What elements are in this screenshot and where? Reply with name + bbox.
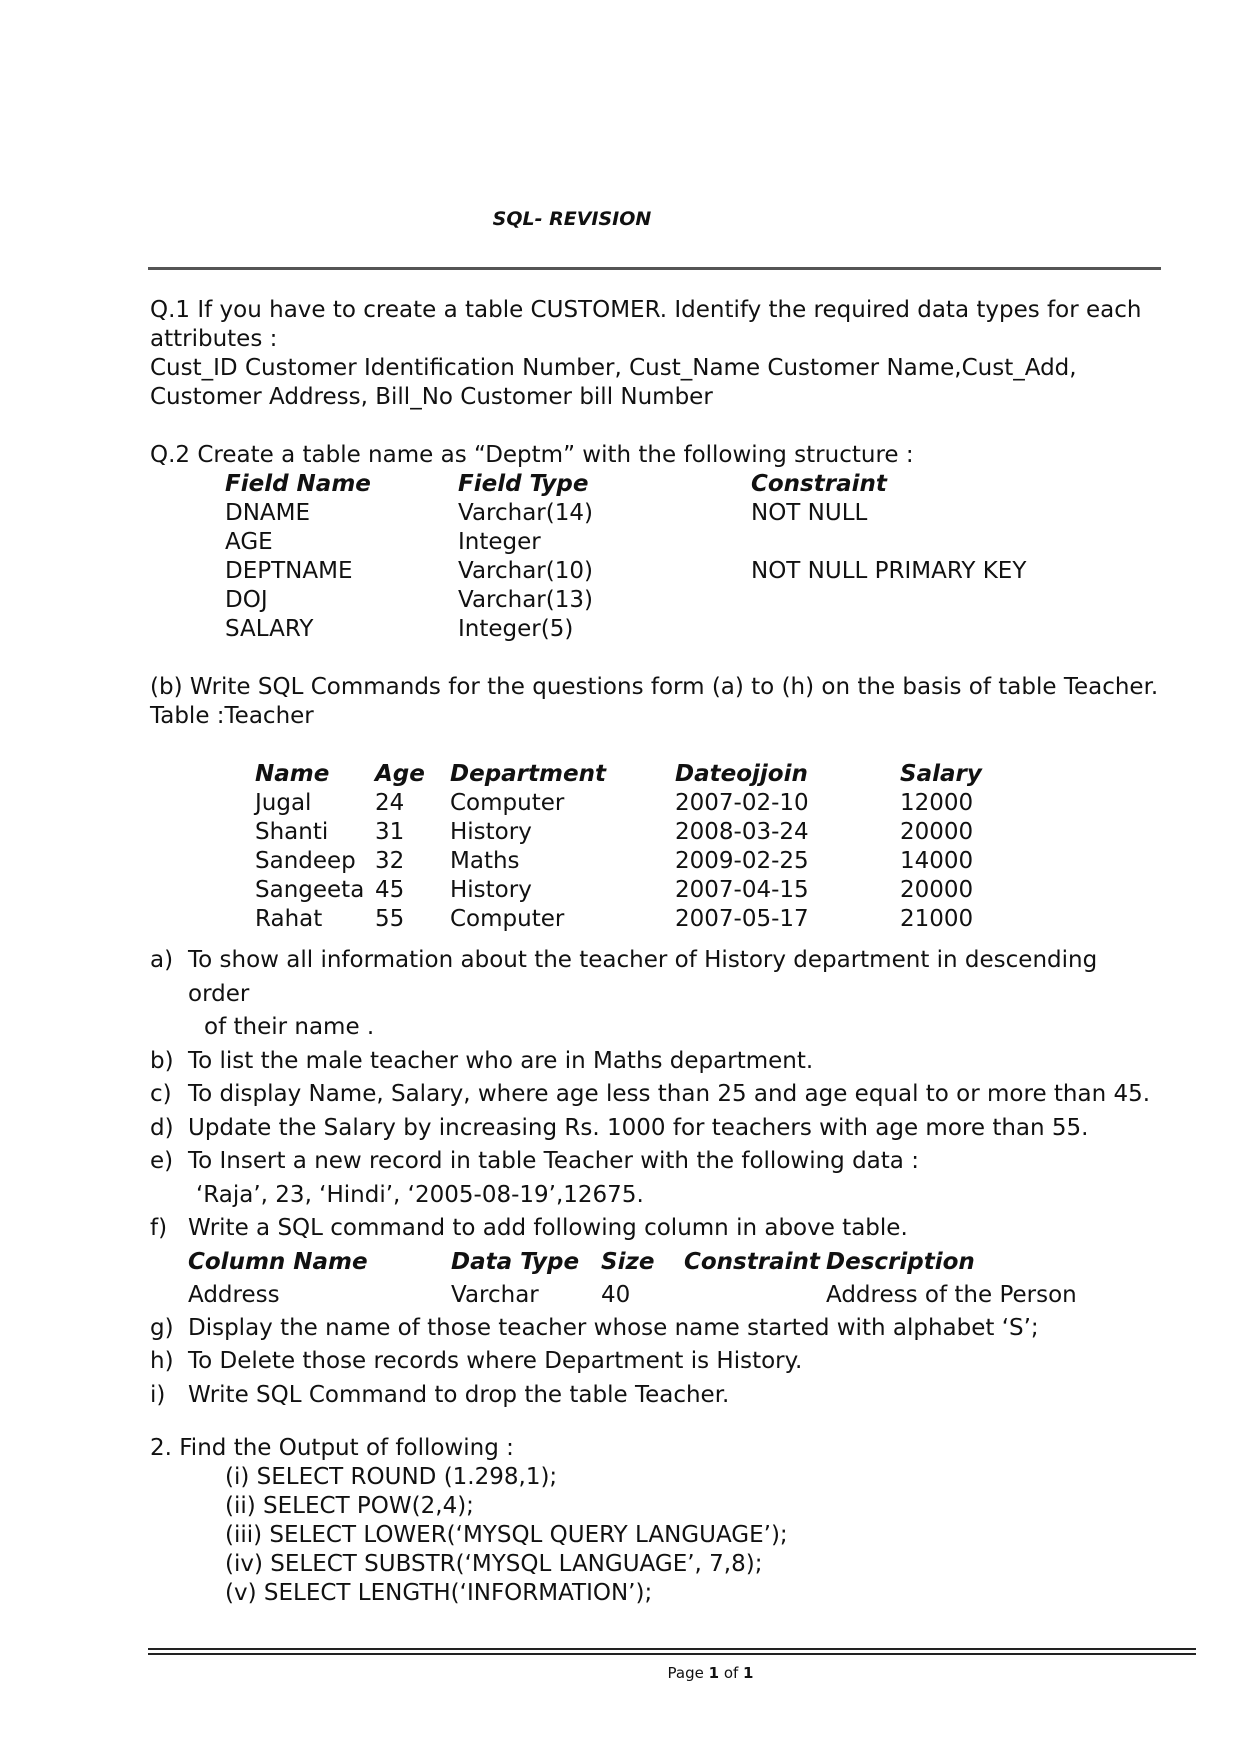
teacher-header-cell: Salary bbox=[900, 761, 982, 787]
teacher-cell: 12000 bbox=[900, 790, 974, 816]
list-item: (iii) SELECT LOWER(‘MYSQL QUERY LANGUAGE’); bbox=[225, 1522, 788, 1548]
table-row bbox=[255, 818, 1160, 847]
deptm-row bbox=[225, 557, 1160, 586]
question-text: To show all information about the teacher of History department in descending order bbox=[188, 947, 1098, 1007]
page-of: of bbox=[719, 1664, 744, 1682]
deptm-cell: Varchar(13) bbox=[458, 587, 593, 613]
table-row bbox=[255, 905, 1160, 934]
deptm-cell bbox=[751, 528, 1031, 557]
deptm-row bbox=[225, 528, 1160, 557]
teacher-header-cell: Name bbox=[255, 761, 330, 787]
question-text: Write SQL Command to drop the table Teacher. bbox=[188, 1381, 730, 1408]
teacher-cell: 55 bbox=[375, 906, 405, 932]
deptm-cell: NOT NULL PRIMARY KEY bbox=[751, 558, 1027, 584]
teacher-cell: 20000 bbox=[900, 877, 974, 903]
column-spec-header-row bbox=[150, 1246, 1160, 1279]
current-page: 1 bbox=[708, 1664, 720, 1682]
deptm-header-cell: Field Type bbox=[458, 471, 589, 497]
teacher-header-row bbox=[255, 760, 1160, 789]
page-number bbox=[0, 1664, 1241, 1682]
qb-line-1: (b) Write SQL Commands for the questions form (a) to (h) on the basis of table Teacher. bbox=[150, 674, 1159, 700]
question-label: h) bbox=[150, 1348, 174, 1374]
teacher-cell: Sangeeta bbox=[255, 877, 365, 903]
column-spec-row bbox=[150, 1279, 1160, 1312]
teacher-cell: Sandeep bbox=[255, 848, 356, 874]
deptm-cell: Varchar(14) bbox=[458, 500, 593, 526]
question-label: d) bbox=[150, 1114, 174, 1141]
deptm-cell bbox=[751, 615, 1031, 644]
q1-line-3: Cust_ID Customer Identification Number, Cust_Name Customer Name,Cust_Add, bbox=[150, 355, 1077, 381]
teacher-cell: 2007-02-10 bbox=[675, 790, 809, 816]
table-row bbox=[255, 847, 1160, 876]
column-spec-header-cell: Data Type bbox=[451, 1248, 580, 1275]
list-item: (ii) SELECT POW(2,4); bbox=[225, 1493, 474, 1519]
list-item bbox=[150, 1345, 1160, 1379]
deptm-cell: DOJ bbox=[225, 587, 268, 613]
question-text: To list the male teacher who are in Maths department. bbox=[188, 1047, 814, 1074]
deptm-cell: AGE bbox=[225, 529, 273, 555]
q2-intro: Q.2 Create a table name as “Deptm” with the following structure : bbox=[150, 442, 914, 468]
column-spec-cell: Address of the Person bbox=[826, 1281, 1077, 1308]
teacher-cell: Jugal bbox=[255, 790, 312, 816]
question-list bbox=[150, 944, 1160, 1412]
deptm-structure-table bbox=[150, 470, 1160, 644]
teacher-table bbox=[150, 760, 1160, 934]
footer-rule bbox=[148, 1648, 1196, 1650]
deptm-cell: Varchar(10) bbox=[458, 558, 593, 584]
teacher-cell: 32 bbox=[375, 848, 405, 874]
question-label: f) bbox=[150, 1215, 168, 1241]
column-spec-cell bbox=[684, 1279, 826, 1312]
question-label: i) bbox=[150, 1381, 166, 1408]
page-prefix: Page bbox=[667, 1664, 709, 1682]
question-text: Write a SQL command to add following column in above table. bbox=[188, 1215, 908, 1241]
total-pages: 1 bbox=[743, 1664, 754, 1682]
list-item bbox=[150, 1078, 1160, 1112]
teacher-header-cell: Age bbox=[375, 761, 425, 787]
teacher-cell: 2007-04-15 bbox=[675, 877, 809, 903]
deptm-row bbox=[225, 615, 1160, 644]
question-label: g) bbox=[150, 1314, 174, 1341]
question-text: Update the Salary by increasing Rs. 1000 for teachers with age more than 55. bbox=[188, 1114, 1089, 1141]
column-spec-cell: Address bbox=[188, 1281, 280, 1308]
teacher-cell: 21000 bbox=[900, 906, 974, 932]
q1-line-1: Q.1 If you have to create a table CUSTOMER. Identify the required data types for each bbox=[150, 297, 1142, 323]
list-item: (i) SELECT ROUND (1.298,1); bbox=[225, 1464, 558, 1490]
column-spec-cell: 40 bbox=[601, 1281, 631, 1308]
question-label: c) bbox=[150, 1081, 172, 1107]
teacher-cell: 45 bbox=[375, 877, 405, 903]
question-label: e) bbox=[150, 1148, 174, 1174]
list-item bbox=[150, 1112, 1160, 1146]
deptm-header-row bbox=[225, 470, 1160, 499]
list-item bbox=[150, 944, 1160, 1011]
list-item: (iv) SELECT SUBSTR(‘MYSQL LANGUAGE’, 7,8); bbox=[225, 1551, 763, 1577]
document-title: SQL- REVISION bbox=[492, 208, 652, 230]
table-row bbox=[255, 876, 1160, 905]
column-spec-header-cell: Size bbox=[601, 1248, 655, 1275]
list-item bbox=[150, 1379, 1160, 1413]
list-item bbox=[150, 1312, 1160, 1346]
question-text: To display Name, Salary, where age less than 25 and age equal to or more than 45. bbox=[188, 1081, 1151, 1107]
list-item bbox=[150, 1212, 1160, 1246]
column-spec-header-cell: Constraint bbox=[684, 1248, 820, 1275]
teacher-cell: 24 bbox=[375, 790, 405, 816]
column-spec-header-cell: Column Name bbox=[188, 1248, 368, 1275]
qb-line-2: Table :Teacher bbox=[150, 703, 314, 729]
question-text: To Insert a new record in table Teacher with the following data : bbox=[188, 1148, 919, 1174]
list-item bbox=[150, 1045, 1160, 1079]
deptm-cell: Integer(5) bbox=[458, 616, 574, 642]
teacher-cell: History bbox=[450, 819, 532, 845]
teacher-cell: 14000 bbox=[900, 848, 974, 874]
column-spec-cell: Varchar bbox=[451, 1281, 539, 1308]
question-continuation: of their name . bbox=[204, 1014, 375, 1040]
teacher-header-cell: Department bbox=[450, 761, 606, 787]
teacher-cell: Shanti bbox=[255, 819, 329, 845]
teacher-cell: Computer bbox=[450, 790, 565, 816]
deptm-row bbox=[225, 586, 1160, 615]
teacher-cell: Maths bbox=[450, 848, 520, 874]
deptm-cell: DNAME bbox=[225, 500, 311, 526]
list-item: (v) SELECT LENGTH(‘INFORMATION’); bbox=[225, 1580, 653, 1606]
deptm-cell: NOT NULL bbox=[751, 500, 868, 526]
q3-intro: 2. Find the Output of following : bbox=[150, 1435, 514, 1461]
question-continuation: ‘Raja’, 23, ‘Hindi’, ‘2005-08-19’,12675. bbox=[196, 1181, 644, 1208]
deptm-cell: SALARY bbox=[225, 616, 314, 642]
deptm-cell: DEPTNAME bbox=[225, 558, 353, 584]
teacher-cell: Rahat bbox=[255, 906, 323, 932]
teacher-cell: 31 bbox=[375, 819, 405, 845]
teacher-cell: 2007-05-17 bbox=[675, 906, 809, 932]
teacher-header-cell: Dateojjoin bbox=[675, 761, 808, 787]
deptm-cell bbox=[751, 586, 1031, 615]
question-label: b) bbox=[150, 1047, 174, 1074]
header-rule bbox=[148, 267, 1161, 270]
teacher-cell: 2009-02-25 bbox=[675, 848, 809, 874]
table-row bbox=[255, 789, 1160, 818]
q1-line-2: attributes : bbox=[150, 326, 278, 352]
column-spec-header-cell: Description bbox=[826, 1248, 975, 1275]
teacher-cell: 2008-03-24 bbox=[675, 819, 809, 845]
q1-line-4: Customer Address, Bill_No Customer bill Number bbox=[150, 384, 713, 410]
teacher-cell: 20000 bbox=[900, 819, 974, 845]
question-text: To Delete those records where Department is History. bbox=[188, 1348, 803, 1374]
deptm-header-cell: Constraint bbox=[751, 471, 887, 497]
list-item bbox=[150, 1145, 1160, 1179]
teacher-cell: Computer bbox=[450, 906, 565, 932]
document-body bbox=[150, 296, 1160, 1608]
deptm-header-cell: Field Name bbox=[225, 471, 371, 497]
teacher-cell: History bbox=[450, 877, 532, 903]
question-label: a) bbox=[150, 947, 174, 973]
deptm-cell: Integer bbox=[458, 529, 541, 555]
question-text: Display the name of those teacher whose name started with alphabet ‘S’; bbox=[188, 1314, 1039, 1341]
deptm-row bbox=[225, 499, 1160, 528]
footer-rule bbox=[148, 1653, 1196, 1655]
